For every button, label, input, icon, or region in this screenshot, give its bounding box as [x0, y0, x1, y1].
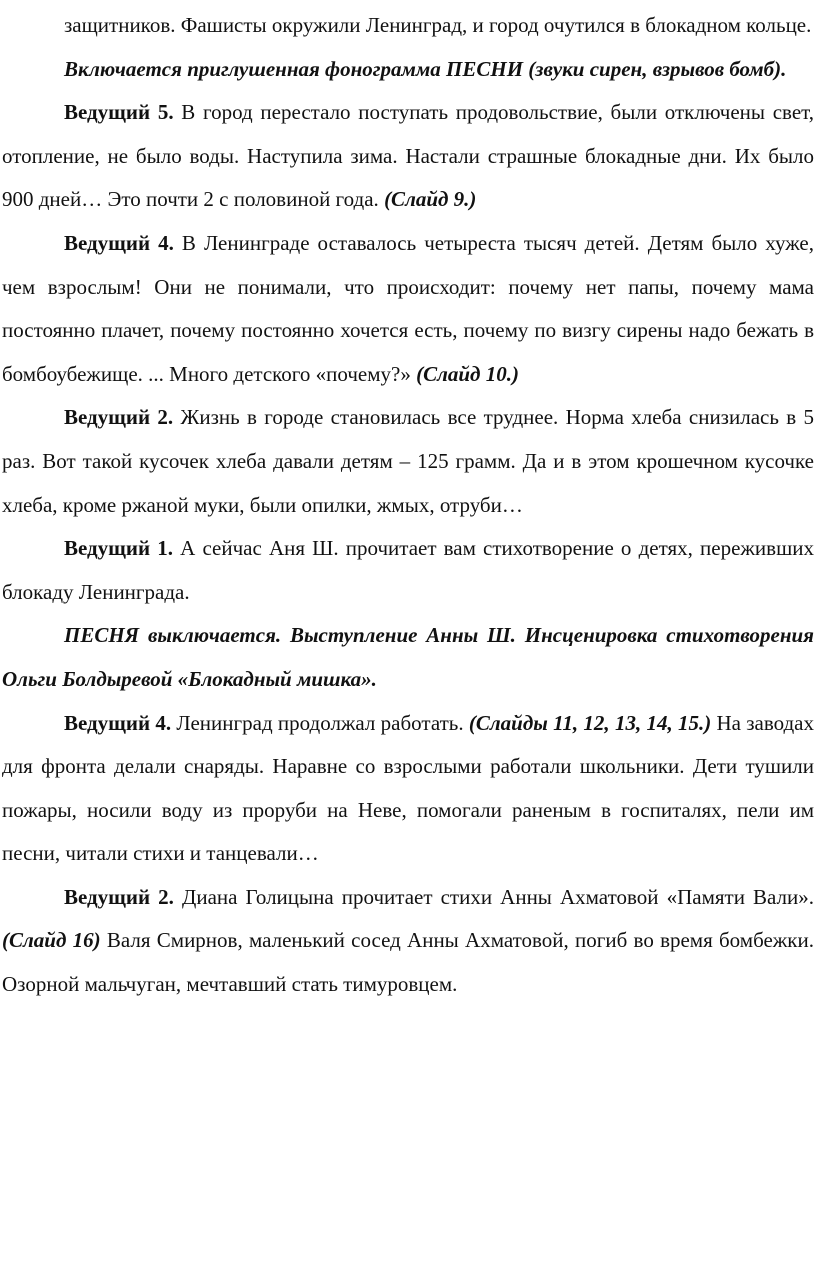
text-segment: В город перестало поступать продовольствие, были отключены свет, отопление, не было воды. Наступила зима. Настали страшные блокадные дни. Их было 900 дней… Это почти 2 с половиной года.: [2, 100, 814, 212]
speaker-label: Ведущий 2.: [64, 884, 174, 909]
paragraph-1-stage-direction: [2, 48, 814, 92]
text-segment: Жизнь в городе становилась все труднее. Норма хлеба снизилась в 5 раз. Вот такой кусочек хлеба давали детям – 125 грамм. Да и в этом крошечном кусочке хлеба, кроме ржаной муки, были опилки, жмых, отруби…: [2, 405, 814, 517]
text-segment: А сейчас Аня Ш. прочитает вам стихотворение о детях, переживших блокаду Ленинграда.: [2, 536, 814, 604]
paragraph-5: [2, 527, 814, 614]
paragraph-8: [2, 876, 814, 1007]
text-segment: Валя Смирнов, маленький сосед Анны Ахматовой, погиб во время бомбежки. Озорной мальчуган, мечтавший стать тимуровцем.: [2, 928, 815, 997]
text-segment: Ленинград продолжал работать.: [171, 710, 469, 735]
stage-direction: ПЕСНЯ выключается. Выступление Анны Ш. Инсценировка стихотворения Ольги Болдыревой «Блокадный мишка».: [2, 623, 814, 691]
paragraph-7: [2, 702, 814, 876]
paragraph-0: [2, 4, 814, 48]
speaker-label: Ведущий 4.: [64, 710, 172, 735]
slide-reference: (Слайд 16): [2, 928, 101, 953]
text-segment: На заводах для фронта делали снаряды. Наравне со взрослыми работали школьники. Дети тушили пожары, носили воду из проруби на Неве, помогали раненым в госпиталях, пели им песни, читали стихи и танцевали…: [2, 710, 814, 866]
slide-reference: (Слайды 11, 12, 13, 14, 15.): [468, 710, 712, 735]
slide-reference: (Слайд 9.): [384, 187, 477, 212]
paragraph-3: [2, 222, 814, 396]
speaker-label: Ведущий 5.: [64, 100, 174, 125]
paragraph-4: [2, 396, 814, 527]
speaker-label: Ведущий 1.: [64, 536, 174, 561]
text-segment: В Ленинграде оставалось четыреста тысяч детей. Детям было хуже, чем взрослым! Они не понимали, что происходит: почему нет папы, почему мама постоянно плачет, почему постоянно хочется есть, почему по визгу сирены надо бежать в бомбоубежище. ... Много детского «почему?»: [2, 230, 814, 386]
text-segment: защитников. Фашисты окружили Ленинград, и город очутился в блокадном кольце.: [64, 13, 812, 37]
slide-reference: (Слайд 10.): [416, 361, 519, 386]
speaker-label: Ведущий 2.: [64, 405, 174, 430]
paragraph-6-stage-direction: [2, 614, 814, 701]
text-segment: Диана Голицына прочитает стихи Анны Ахматовой «Памяти Вали».: [173, 884, 814, 909]
paragraph-2: [2, 91, 814, 222]
speaker-label: Ведущий 4.: [64, 230, 174, 255]
stage-direction: Включается приглушенная фонограмма ПЕСНИ (звуки сирен, взрывов бомб).: [64, 56, 787, 81]
